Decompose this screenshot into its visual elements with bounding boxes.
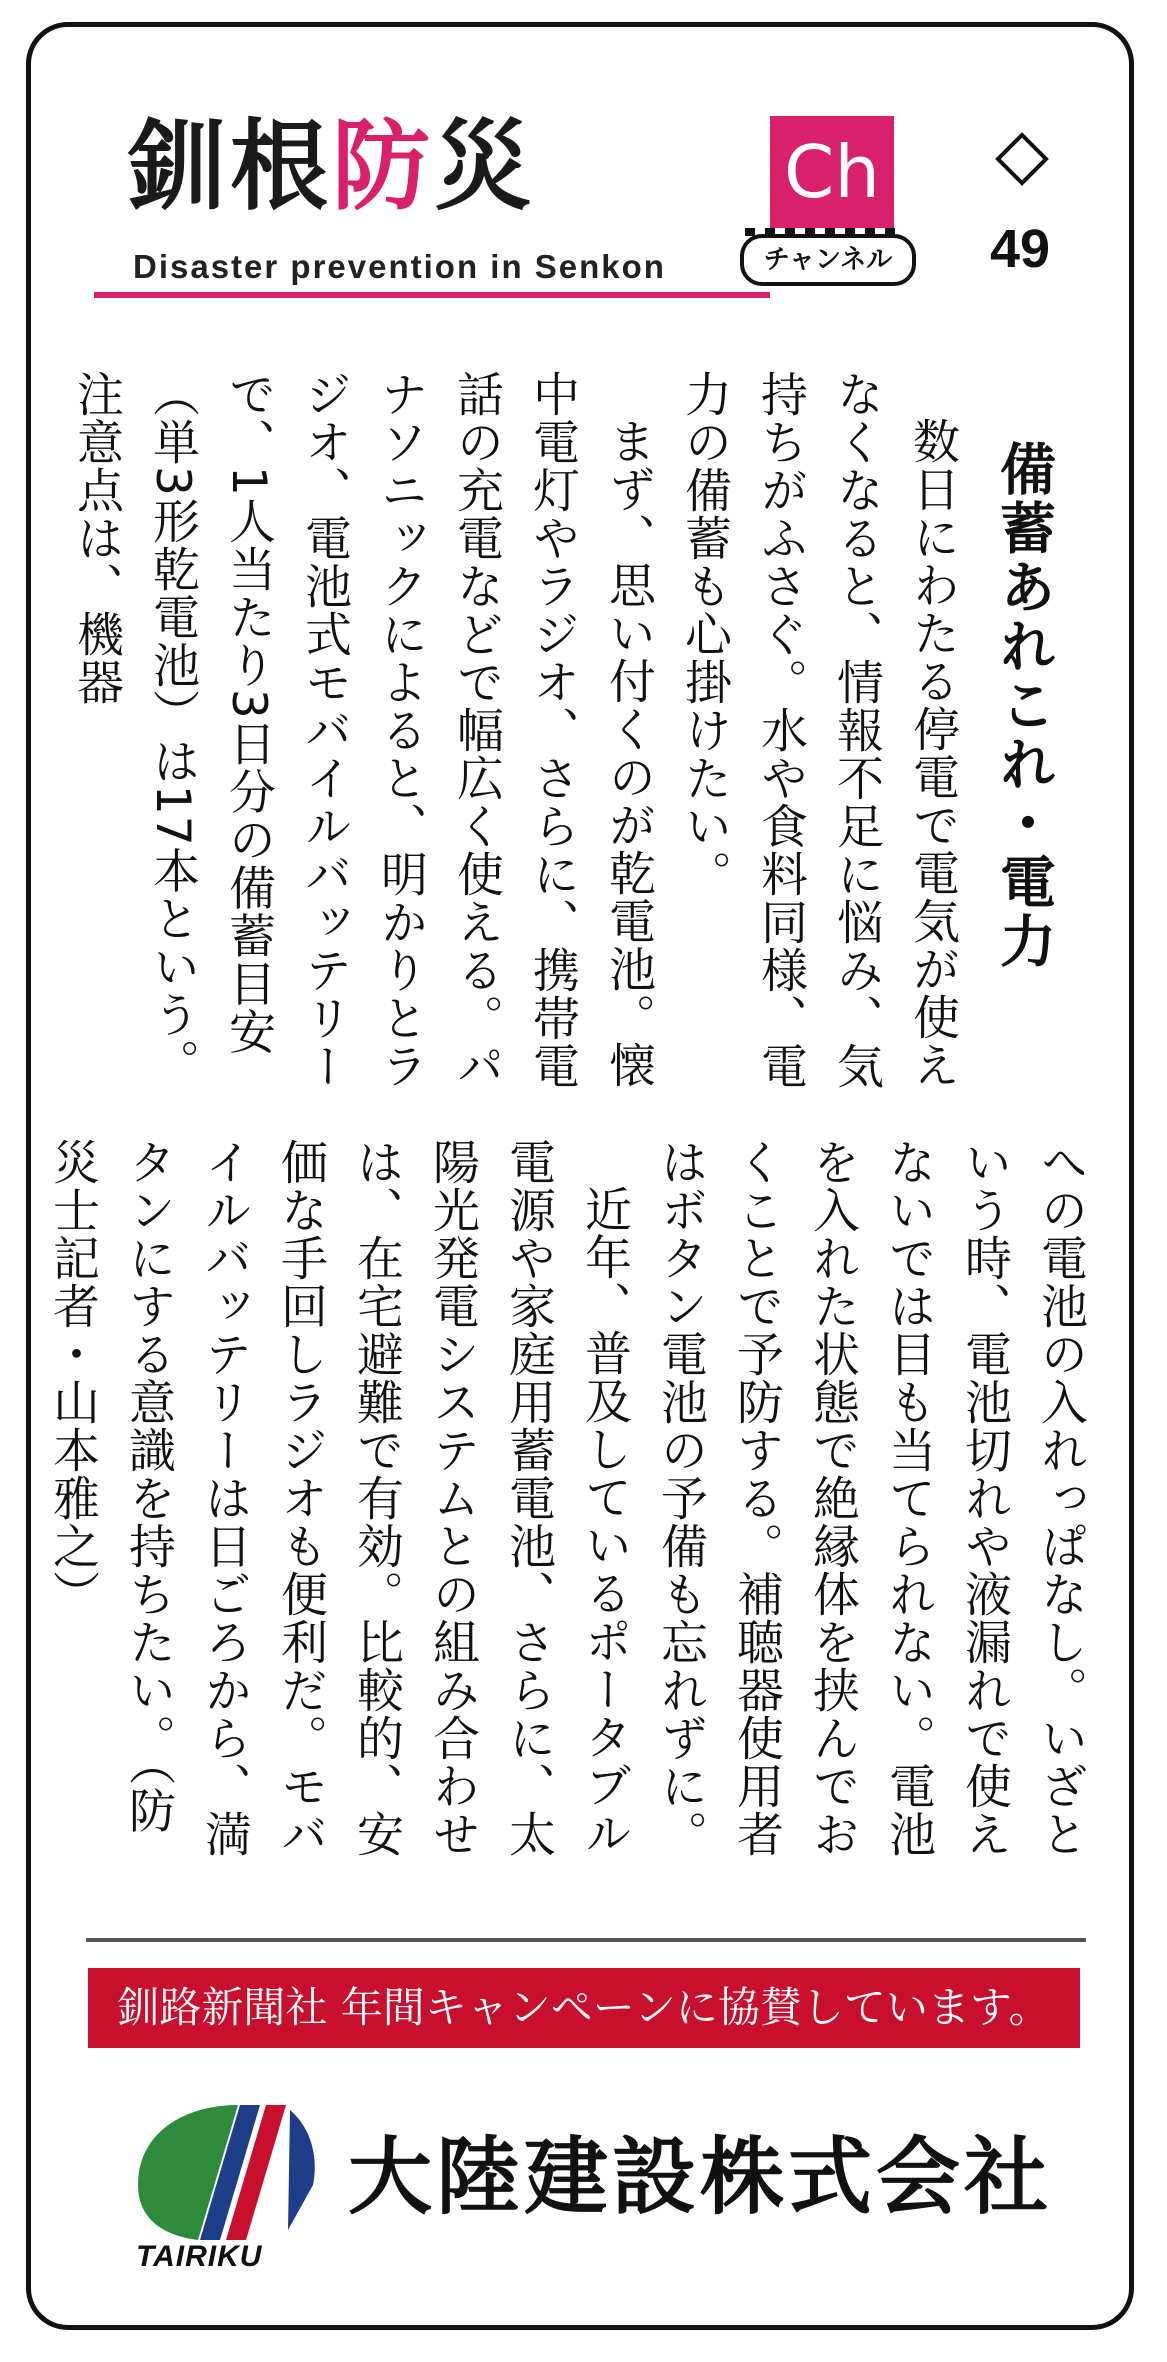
article-body-top — [69, 370, 970, 1100]
paragraph: 数日にわたる停電で電気が使えなくなると、情報不足に悩み、気持ちがふさぐ。水や食料同様、電力の備蓄も心掛けたい。 — [677, 370, 960, 1090]
paragraph: 近年、普及しているポータブル電源や家庭用蓄電池、さらに、太陽光発電システムとの組み合わせは、在宅避難で有効。比較的、安価な手回しラジオも便利だ。モバイルバッテリーは日ごろから、満タンにする意識を持ちたい。（防災士記者・山本雅之） — [45, 1138, 632, 1858]
title-underline — [94, 292, 770, 298]
sponsor-banner: 釧路新聞社 年間キャンペーンに協賛しています。 — [88, 1968, 1080, 2048]
issue-number: 49 — [990, 219, 1051, 279]
series-title-accent: 防 — [332, 109, 435, 224]
series-title-end: 災 — [434, 109, 537, 224]
series-title — [128, 109, 537, 224]
paragraph: まず、思い付くのが乾電池。懐中電灯やラジオ、さらに、携帯電話の充電などで幅広く使える。パナソニックによると、明かりとラジオ、電池式モバイルバッテリーで、1人当たり3日分の備蓄目安（単3形乾電池）は17本という。注意点は、機器 — [69, 370, 656, 1090]
series-title-main: 釧根 — [128, 109, 333, 224]
channel-tag: チャンネル — [740, 234, 916, 286]
logo-wordmark: TAIRIKU — [136, 2240, 263, 2273]
article-body-bottom — [45, 1138, 1098, 1878]
company-name: 大陸建設株式会社 — [348, 2128, 1053, 2226]
article-headline: 備蓄あれこれ・電力 — [991, 440, 1057, 971]
divider — [86, 1938, 1086, 1942]
tairiku-logo — [128, 2090, 328, 2260]
channel-badge: Ch — [770, 116, 894, 228]
series-subtitle: Disaster prevention in Senkon — [133, 248, 666, 285]
paragraph-continued: への電池の入れっぱなし。いざという時、電池切れや液漏れで使えないでは目も当てられない。電池を入れた状態で絶縁体を挟んでおくことで予防する。補聴器使用者はボタン電池の予備も忘れずに。 — [653, 1138, 1088, 1858]
logo-blue-stripe-2 — [288, 2110, 315, 2230]
